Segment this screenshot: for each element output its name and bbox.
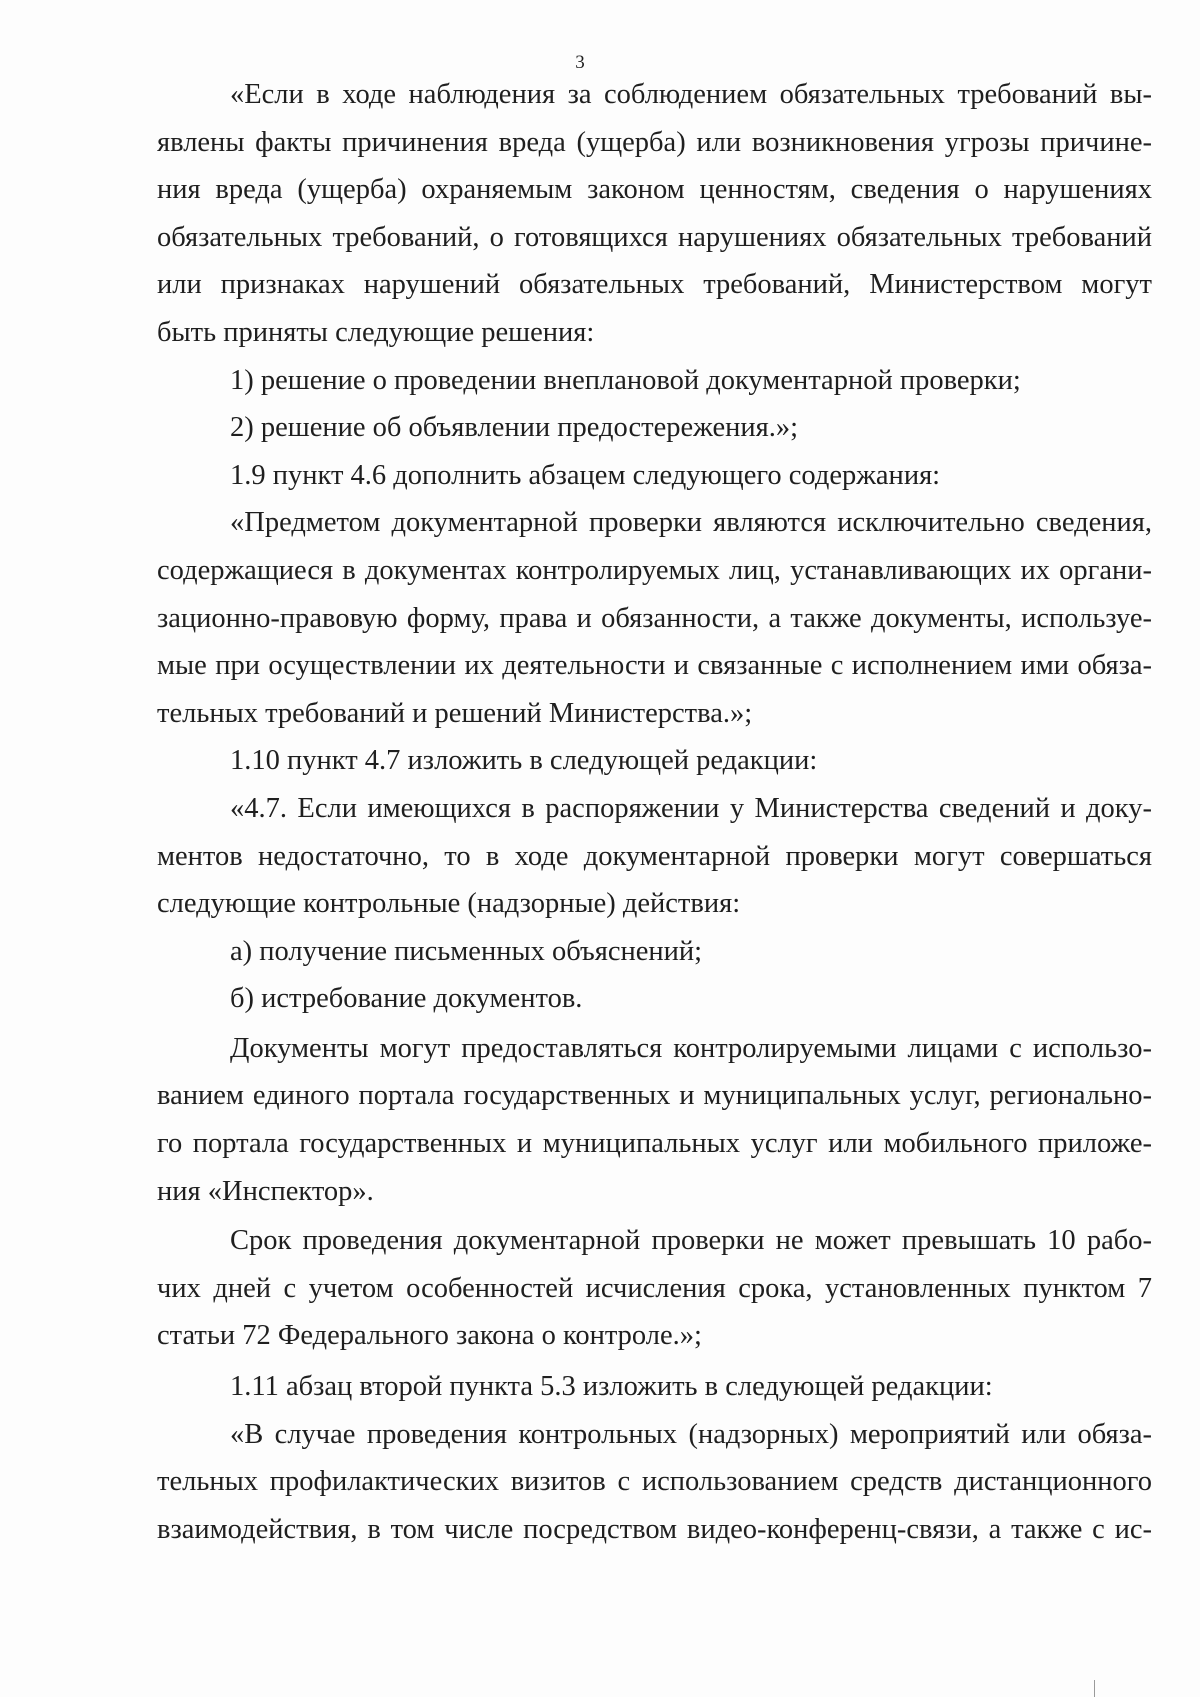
text-line: обязательных требований, о готовящихся нарушениях обязательных требований xyxy=(157,221,1152,253)
page-number: 3 xyxy=(575,52,585,73)
text-line: «Если в ходе наблюдения за соблюдением обязательных требований вы- xyxy=(230,79,1152,110)
text-line: зационно-правовую форму, права и обязанности, а также документы, используе- xyxy=(157,602,1152,634)
text-line: Срок проведения документарной проверки не может превышать 10 рабо- xyxy=(230,1225,1152,1257)
text-line: следующие контрольные (надзорные) действия: xyxy=(157,888,741,920)
text-line: 1.11 абзац второй пункта 5.3 изложить в следующей редакции: xyxy=(230,1371,993,1403)
text-line: ния вреда (ущерба) охраняемым законом ценностям, сведения о нарушениях xyxy=(157,174,1152,206)
text-line: чих дней с учетом особенностей исчисления срока, установленных пунктом 7 xyxy=(157,1272,1152,1304)
text-line: «Предметом документарной проверки являются исключительно сведения, xyxy=(230,507,1152,539)
text-line: Документы могут предоставляться контролируемыми лицами с использо- xyxy=(230,1032,1152,1064)
text-line: 1.10 пункт 4.7 изложить в следующей редакции: xyxy=(230,745,818,777)
text-line: ментов недостаточно, то в ходе документарной проверки могут совершаться xyxy=(157,840,1152,872)
text-line: го портала государственных и муниципальных услуг или мобильного приложе- xyxy=(157,1128,1152,1160)
text-line: 2) решение об объявлении предостережения.»; xyxy=(230,412,798,444)
text-line: тельных профилактических визитов с использованием средств дистанционного xyxy=(157,1466,1152,1498)
text-line: «4.7. Если имеющихся в распоряжении у Министерства сведений и доку- xyxy=(230,792,1152,824)
text-line: ния «Инспектор». xyxy=(157,1175,374,1207)
text-line: б) истребование документов. xyxy=(230,983,583,1015)
text-line: 1) решение о проведении внеплановой документарной проверки; xyxy=(230,364,1021,396)
text-line: 1.9 пункт 4.6 дополнить абзацем следующего содержания: xyxy=(230,459,941,491)
text-line: явлены факты причинения вреда (ущерба) или возникновения угрозы причине- xyxy=(157,126,1152,158)
text-line: «В случае проведения контрольных (надзорных) мероприятий или обяза- xyxy=(230,1418,1152,1450)
text-line: взаимодействия, в том числе посредством видео-конференц-связи, а также с ис- xyxy=(157,1513,1152,1545)
document-body xyxy=(157,71,1152,1553)
text-line: или признаках нарушений обязательных требований, Министерством могут xyxy=(157,269,1152,301)
text-line: мые при осуществлении их деятельности и связанные с исполнением ими обяза- xyxy=(157,650,1152,682)
text-line: ванием единого портала государственных и муниципальных услуг, регионально- xyxy=(157,1080,1152,1112)
scan-artifact xyxy=(1094,1680,1095,1697)
text-line: тельных требований и решений Министерства.»; xyxy=(157,697,753,729)
text-line: а) получение письменных объяснений; xyxy=(230,935,703,967)
text-line: статьи 72 Федерального закона о контроле.»; xyxy=(157,1320,702,1352)
text-line: быть приняты следующие решения: xyxy=(157,316,595,348)
text-line: содержащиеся в документах контролируемых лиц, устанавливающих их органи- xyxy=(157,554,1152,586)
